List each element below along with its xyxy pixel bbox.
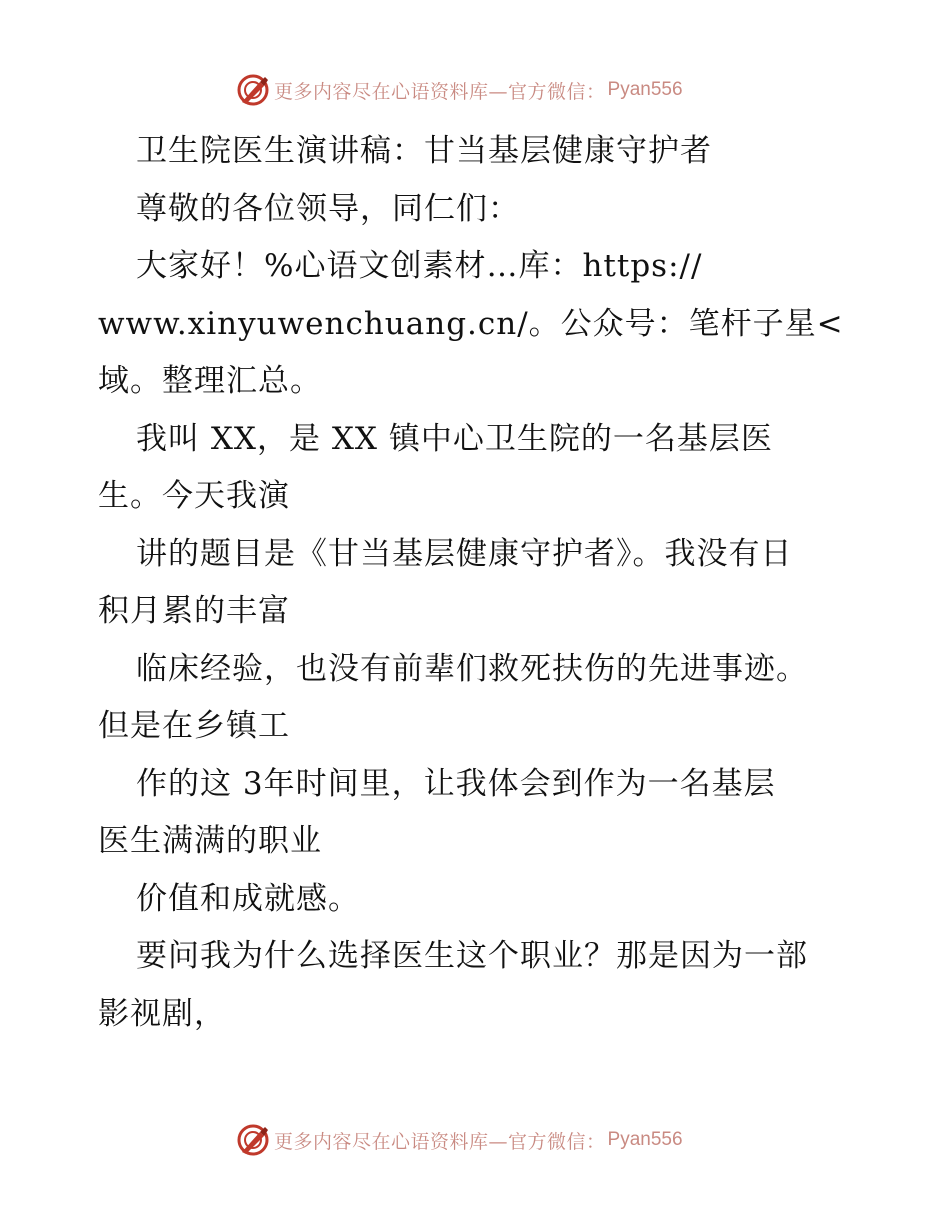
text-line: 我叫 XX，是 XX 镇中心卫生院的一名基层医 xyxy=(136,420,773,457)
text-line: 但是在乡镇工 xyxy=(98,708,290,744)
text-line: 价值和成就感。 xyxy=(136,880,360,917)
text-line: 要问我为什么选择医生这个职业？那是因为一部 xyxy=(136,938,808,974)
text-line: www.xinyuwenchuang.cn/。公众号：笔杆子星< xyxy=(98,305,844,342)
text-line: 医生满满的职业 xyxy=(98,823,322,859)
banner-contact: Pyan556 xyxy=(607,79,683,100)
header-banner xyxy=(236,72,683,108)
red-pen-logo-icon xyxy=(236,1123,270,1157)
text-line: 域。整理汇总。 xyxy=(98,363,322,399)
text-line: 讲的题目是《甘当基层健康守护者》。我没有日 xyxy=(136,535,793,572)
banner-text: 更多内容尽在心语资料库—官方微信： xyxy=(274,80,606,103)
text-line: 影视剧， xyxy=(98,995,226,1032)
text-line: 大家好！%心语文创素材…库：https:// xyxy=(136,248,703,284)
banner-contact: Pyan556 xyxy=(607,1129,683,1150)
text-line: 卫生院医生演讲稿：甘当基层健康守护者 xyxy=(136,133,712,169)
red-pen-logo-icon xyxy=(236,73,270,107)
text-line: 尊敬的各位领导，同仁们： xyxy=(136,190,520,227)
text-line: 临床经验，也没有前辈们救死扶伤的先进事迹。 xyxy=(136,650,808,687)
text-line: 生。今天我演 xyxy=(98,478,290,514)
footer-banner xyxy=(236,1122,683,1158)
banner-text: 更多内容尽在心语资料库—官方微信： xyxy=(274,1130,606,1153)
text-line: 积月累的丰富 xyxy=(98,593,290,629)
document-body xyxy=(98,123,888,1043)
text-line: 作的这 3年时间里，让我体会到作为一名基层 xyxy=(136,765,776,802)
